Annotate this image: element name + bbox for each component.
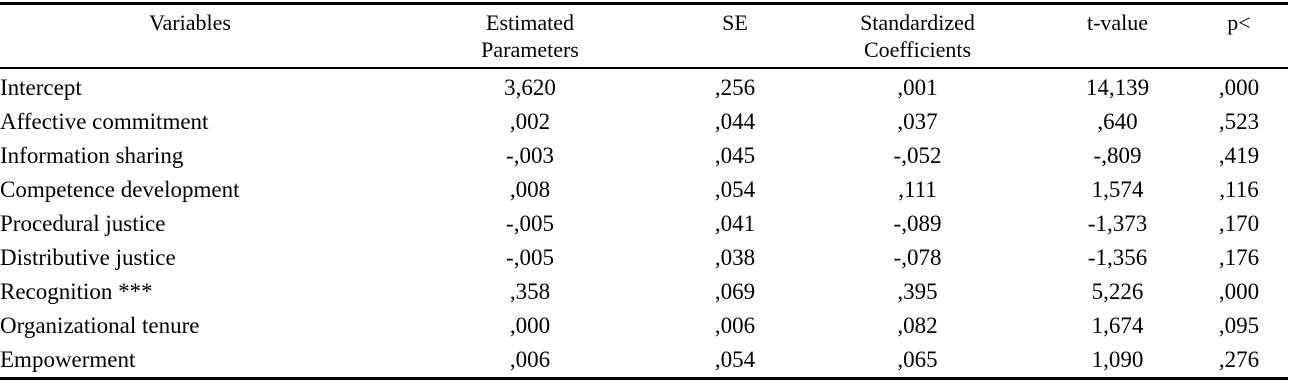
cell-estimated: ,008 bbox=[509, 177, 551, 202]
cell-p: ,176 bbox=[1218, 245, 1260, 270]
cell-variable: Information sharing bbox=[0, 143, 184, 168]
regression-table bbox=[0, 2, 1288, 380]
table-row bbox=[0, 105, 1288, 139]
cell-p: ,419 bbox=[1218, 143, 1260, 168]
cell-variable: Empowerment bbox=[0, 347, 136, 372]
cell-variable: Affective commitment bbox=[0, 109, 209, 134]
cell-standardized: ,082 bbox=[897, 313, 938, 338]
cell-p: ,276 bbox=[1218, 347, 1260, 372]
cell-estimated: -,003 bbox=[506, 143, 554, 168]
cell-se: ,044 bbox=[714, 109, 756, 134]
cell-tvalue: -1,356 bbox=[1087, 245, 1148, 270]
cell-tvalue: -,809 bbox=[1093, 143, 1142, 168]
cell-se: ,069 bbox=[714, 279, 756, 304]
header-t-value bbox=[1045, 4, 1190, 69]
cell-tvalue: 1,090 bbox=[1091, 347, 1144, 372]
cell-tvalue: 1,574 bbox=[1091, 177, 1144, 202]
header-estimated-parameters bbox=[380, 4, 680, 69]
cell-standardized: ,111 bbox=[898, 177, 937, 202]
header-row bbox=[0, 4, 1288, 69]
cell-estimated: -,005 bbox=[506, 211, 554, 236]
table-header bbox=[0, 4, 1288, 69]
cell-se: ,054 bbox=[714, 177, 756, 202]
header-variables-line: Variables bbox=[149, 10, 231, 35]
header-estimated-line-1: Estimated bbox=[486, 10, 574, 35]
table-row bbox=[0, 139, 1288, 173]
cell-estimated: ,358 bbox=[509, 279, 551, 304]
cell-variable: Recognition *** bbox=[0, 279, 153, 304]
header-se-line: SE bbox=[722, 10, 748, 35]
cell-estimated: -,005 bbox=[506, 245, 554, 270]
cell-p: ,000 bbox=[1218, 279, 1260, 304]
cell-tvalue: 5,226 bbox=[1091, 279, 1144, 304]
cell-p: ,116 bbox=[1219, 177, 1259, 202]
cell-se: ,038 bbox=[714, 245, 756, 270]
cell-estimated: 3,620 bbox=[504, 75, 556, 100]
cell-se: ,006 bbox=[714, 313, 756, 338]
table-row bbox=[0, 309, 1288, 343]
table-row bbox=[0, 275, 1288, 309]
cell-tvalue: 14,139 bbox=[1085, 75, 1150, 100]
cell-tvalue: -1,373 bbox=[1087, 211, 1148, 236]
cell-se: ,045 bbox=[714, 143, 756, 168]
cell-variable: Organizational tenure bbox=[0, 313, 200, 338]
table-row bbox=[0, 241, 1288, 275]
cell-p: ,170 bbox=[1218, 211, 1260, 236]
cell-tvalue: 1,674 bbox=[1091, 313, 1144, 338]
cell-variable: Distributive justice bbox=[0, 245, 176, 270]
header-standardized-line-2: Coefficients bbox=[863, 37, 972, 62]
cell-standardized: ,395 bbox=[897, 279, 938, 304]
header-p-line: p< bbox=[1227, 10, 1251, 35]
cell-se: ,054 bbox=[714, 347, 756, 372]
cell-standardized: ,001 bbox=[897, 75, 938, 100]
cell-standardized: -,078 bbox=[893, 245, 942, 270]
cell-p: ,000 bbox=[1218, 75, 1260, 100]
cell-tvalue: ,640 bbox=[1097, 109, 1138, 134]
table-row bbox=[0, 173, 1288, 207]
header-estimated-line-2: Parameters bbox=[481, 37, 579, 62]
cell-estimated: ,002 bbox=[509, 109, 551, 134]
cell-standardized: -,052 bbox=[893, 143, 942, 168]
table-row bbox=[0, 207, 1288, 241]
header-tvalue-line: t-value bbox=[1086, 10, 1149, 35]
header-standardized-coefficients bbox=[790, 4, 1045, 69]
table-row bbox=[0, 343, 1288, 379]
cell-p: ,523 bbox=[1218, 109, 1260, 134]
table-row bbox=[0, 68, 1288, 105]
cell-variable: Intercept bbox=[0, 75, 82, 100]
cell-se: ,256 bbox=[714, 75, 756, 100]
cell-estimated: ,000 bbox=[509, 313, 551, 338]
table-body bbox=[0, 68, 1288, 379]
cell-standardized: ,065 bbox=[897, 347, 938, 372]
header-standardized-line-1: Standardized bbox=[860, 10, 975, 35]
header-se bbox=[680, 4, 790, 69]
cell-se: ,041 bbox=[714, 211, 756, 236]
header-p bbox=[1190, 4, 1288, 69]
cell-variable: Competence development bbox=[0, 177, 240, 202]
cell-standardized: ,037 bbox=[897, 109, 938, 134]
cell-p: ,095 bbox=[1218, 313, 1260, 338]
cell-estimated: ,006 bbox=[509, 347, 551, 372]
header-variables bbox=[0, 4, 380, 69]
cell-standardized: -,089 bbox=[893, 211, 942, 236]
cell-variable: Procedural justice bbox=[0, 211, 166, 236]
